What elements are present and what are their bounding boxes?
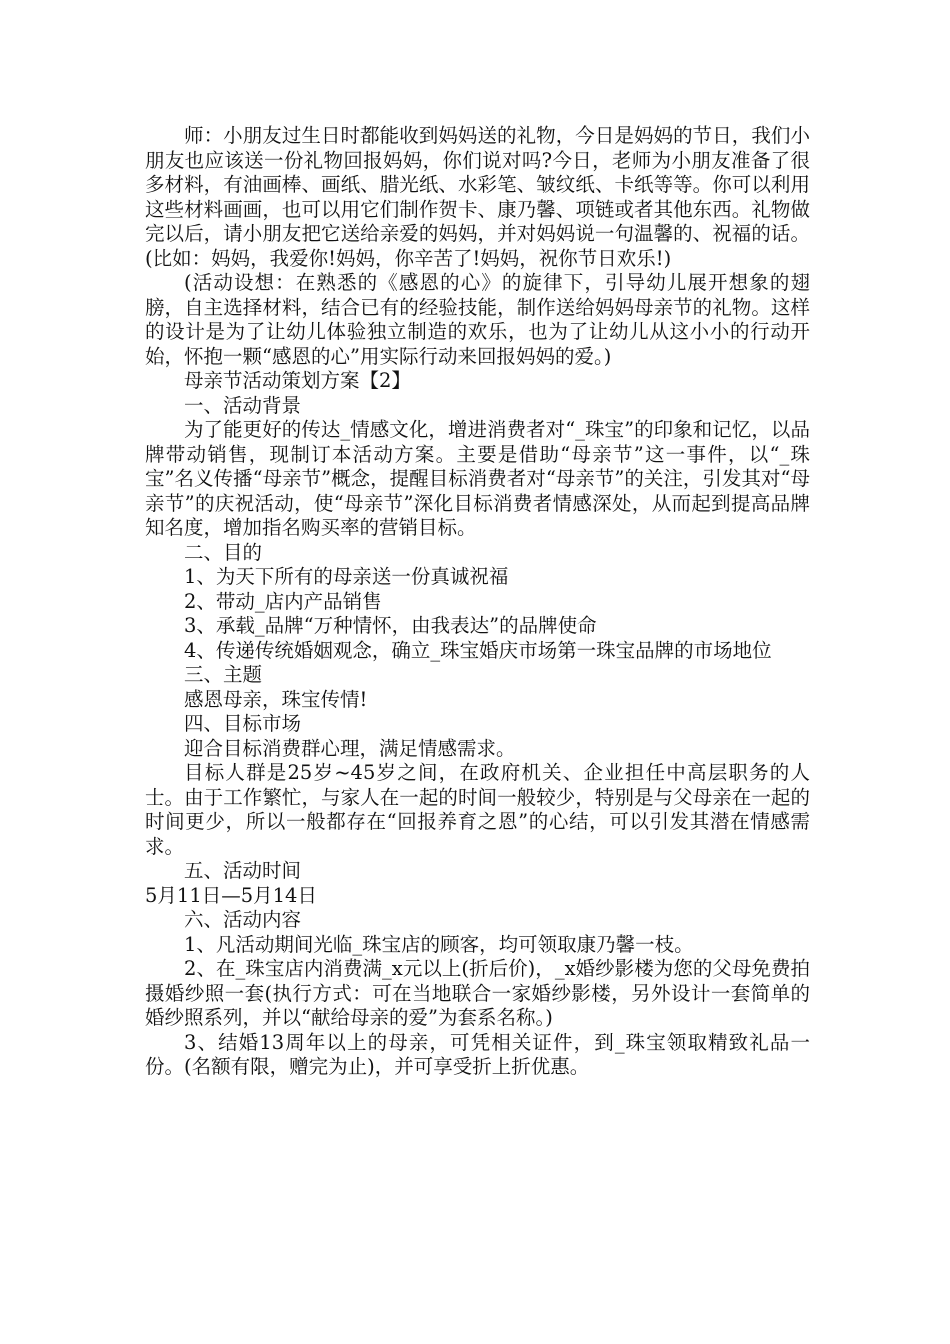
heading-target-market: 四、目标市场 [184, 712, 302, 735]
heading-background: 一、活动背景 [184, 393, 302, 417]
list-item-purpose-3: 3、承载_品牌“万种情怀，由我表达”的品牌使命 [184, 614, 597, 637]
paragraph-activity-dates: 5月11日—5月14日 [145, 883, 317, 907]
heading-purpose: 二、目的 [184, 540, 263, 564]
list-item-purpose-4: 4、传递传统婚姻观念，确立_珠宝婚庆市场第一珠宝品牌的市场地位 [184, 638, 772, 662]
paragraph-teacher-speech: 师：小朋友过生日时都能收到妈妈送的礼物，今日是妈妈的节日，我们小朋友也应该送一份礼物回报妈妈，你们说对吗?今日，老师为小朋友准备了很多材料，有油画棒、画纸、腊光纸、水彩笔、皱纹纸、卡纸等等。你可以利用这些材料画画，也可以用它们制作贺卡、康乃馨、项链或者其他东西。礼物做完以后，请小朋友把它送给亲爱的妈妈，并对妈妈说一句温馨的、祝福的话。(比如：妈妈，我爱你!妈妈，你辛苦了!妈妈，祝你节日欢乐!) [145, 124, 810, 270]
paragraph-target-audience: 目标人群是25岁~45岁之间，在政府机关、企业担任中高层职务的人士。由于工作繁忙，与家人在一起的时间一般较少，特别是与父母亲在一起的时间更少，所以一般都存在“回报养育之恩”的心结，可以引发其潜在情感需求。 [145, 761, 810, 858]
section-title-plan-2: 母亲节活动策划方案【2】 [184, 369, 411, 392]
heading-activity-content: 六、活动内容 [184, 908, 302, 931]
list-item-content-2: 2、在_珠宝店内消费满_x元以上(折后价)，_x婚纱影楼为您的父母免费拍摄婚纱照一套(执行方式：可在当地联合一家婚纱影楼，另外设计一套简单的婚纱照系列，并以“献给母亲的爱”为套系名称。) [145, 957, 810, 1029]
list-item-purpose-1: 1、为天下所有的母亲送一份真诚祝福 [184, 565, 509, 588]
paragraph-target-market: 迎合目标消费群心理，满足情感需求。 [184, 736, 516, 760]
heading-activity-time: 五、活动时间 [184, 859, 302, 882]
paragraph-background: 为了能更好的传达_情感文化，增进消费者对“_珠宝”的印象和记忆，以品牌带动销售，现制订本活动方案。主要是借助“母亲节”这一事件，以“_珠宝”名义传播“母亲节”概念，提醒目标消费者对“母亲节”的关注，引发其对“母亲节”的庆祝活动，使“母亲节”深化目标消费者情感深处，从而起到提高品牌知名度，增加指名购买率的营销目标。 [145, 418, 810, 539]
paragraph-activity-idea: (活动设想：在熟悉的《感恩的心》的旋律下，引导幼儿展开想象的翅膀，自主选择材料，结合已有的经验技能，制作送给妈妈母亲节的礼物。这样的设计是为了让幼儿体验独立制造的欢乐，也为了让幼儿从这小小的行动开始，怀抱一颗“感恩的心”用实际行动来回报妈妈的爱。) [145, 271, 810, 368]
list-item-content-1: 1、凡活动期间光临_珠宝店的顾客，均可领取康乃馨一枝。 [184, 932, 694, 956]
list-item-purpose-2: 2、带动_店内产品销售 [184, 589, 382, 613]
heading-theme: 三、主题 [184, 663, 263, 686]
list-item-content-3: 3、结婚13周年以上的母亲，可凭相关证件，到_珠宝领取精致礼品一份。(名额有限，赠完为止)，并可享受折上折优惠。 [145, 1030, 810, 1078]
document-body [145, 124, 810, 1080]
paragraph-theme: 感恩母亲，珠宝传情! [184, 687, 368, 711]
